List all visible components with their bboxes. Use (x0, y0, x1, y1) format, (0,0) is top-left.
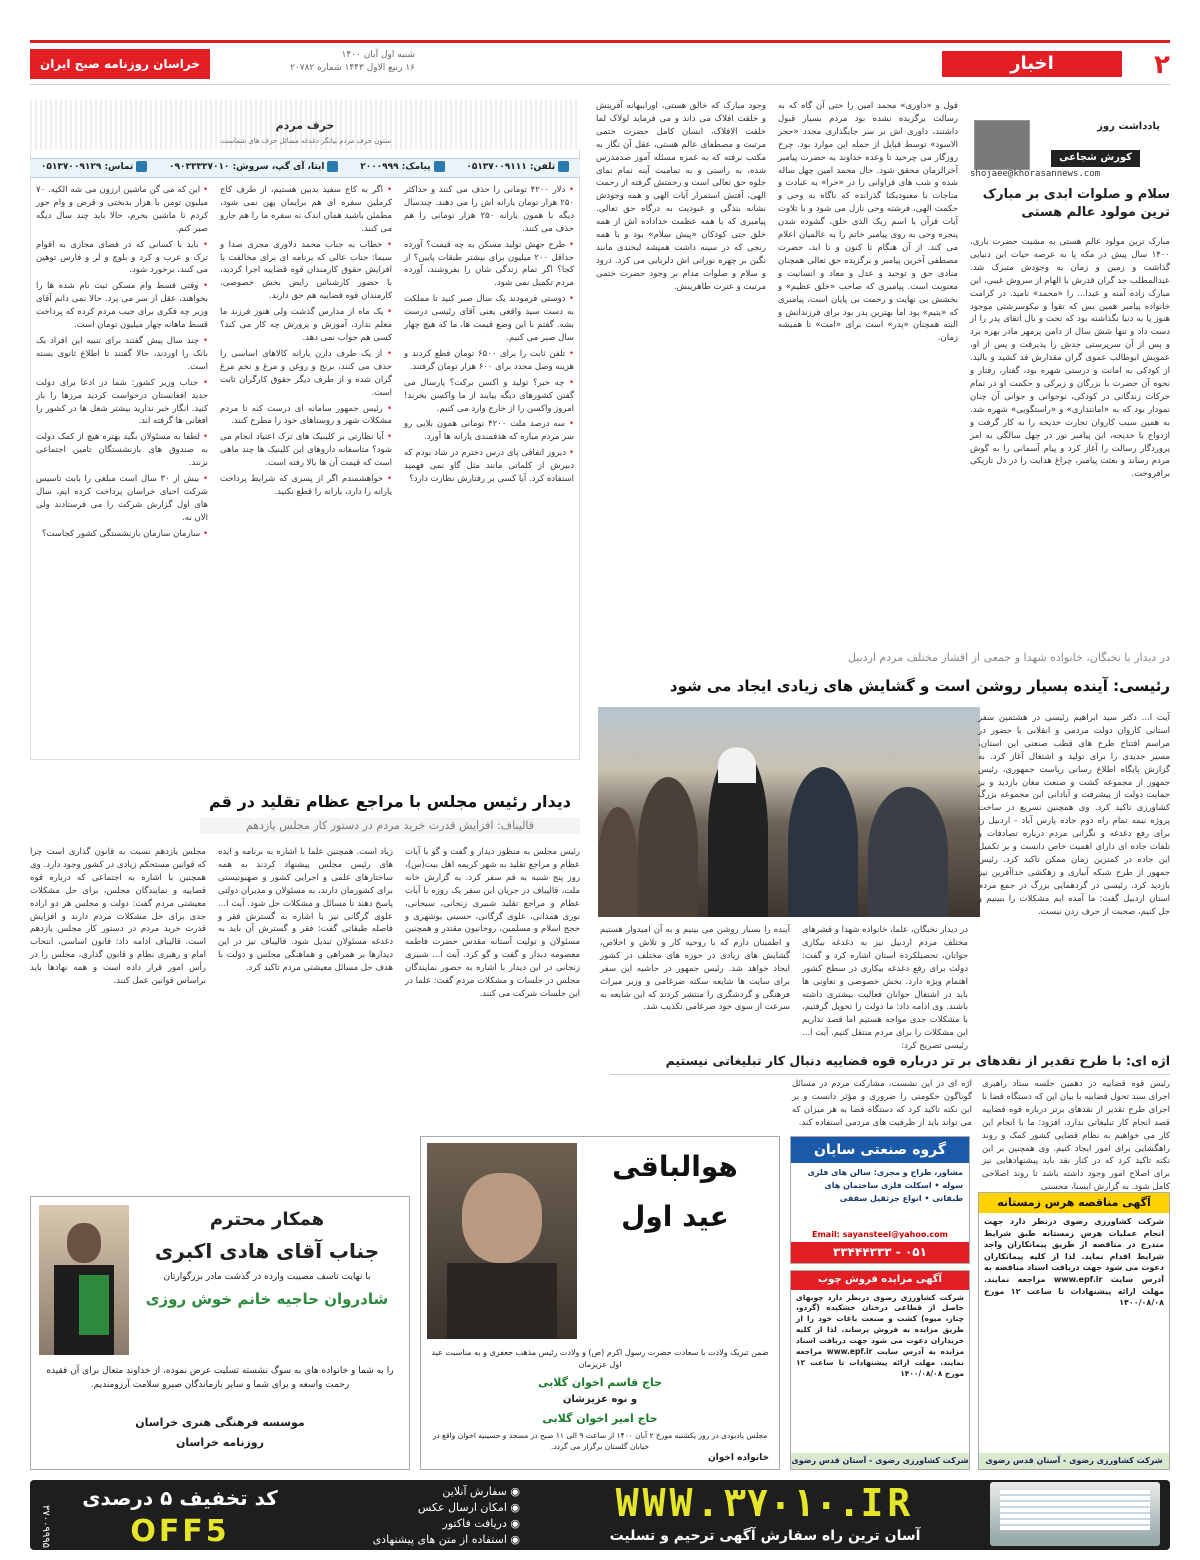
memorial-name-1: حاج قاسم اخوان گلابی (537, 1376, 662, 1389)
comment: • تلفن ثابت را برای ۶۵۰۰ تومان قطع کردند و هزینه وصل مجدد برای ۶۰۰ هزار تومان گرفتند. (404, 348, 574, 374)
comment: • رئیس جمهور سامانه ای درست کنه تا مردم مشکلات شهر و روستاهای خود را مطرح کنند. (220, 403, 392, 429)
condolence-recipient: جناب آقای هادی اکبری (154, 1239, 380, 1263)
banner-phone: ۳۷۰۰۹۹۹۵ (40, 1505, 51, 1548)
memorial-name-2: حاج امیر اخوان گلابی (542, 1412, 658, 1425)
photo-sash (79, 1275, 109, 1335)
editorial-header (970, 100, 1170, 230)
ejei-headline: اژه ای: با طرح تقدیر از نقدهای بر تر درباره قوه قضاییه دنبال کار تبلیغاتی نیستیم (610, 1052, 1170, 1075)
ad-tender (978, 1192, 1170, 1470)
comment: • اگر به کاج سفید بدبین هستیم، از طرف کاج کرملین سفره ای هم برایمان پهن نمی شود، مطمئن باشید همان اندک نه سفره ما را هم جارو می کنند. (220, 184, 392, 236)
discount-label: کد تخفیف ۵ درصدی (82, 1486, 278, 1510)
author-photo (974, 120, 1030, 170)
ad-auction (790, 1270, 970, 1470)
qalibaf-column-1: رئیس مجلس به منظور دیدار و گفت و گو با آیات عظام و مراجع تقلید به شهر کریمه اهل بیت(س)، روز پنج شنبه به قم سفر کرد. به گزارش خانه ملت، قالیباف در جریان این سفر یک روزه با آیات عظام و مراجع تقلید شبیری زنجانی، سبحانی، نوری همدانی، علوی گرگانی، حسینی بوشهری و حجج اسلام و مسلمین، روحانیون مقتدر و همچنین مسئولان و تولیت آستانه مقدس حضرت فاطمه معصومه دیدار و گفت و گو کرد. آیت ا... شبیری زنجانی در این دیدار با اشاره به حضور نمایندگان مجلس در جلسات و مشکلات مردم گفت: علما در این جلسات شرکت می کنند. (405, 847, 580, 999)
raeisi-column-1: آیت ا... دکتر سید ابراهیم رئیسی در هشتمین سفر استانی کاروان دولت مردمی و انقلابی با حضور در مراسم افتتاح طرح های قطب صنعتی این استان، مسیر جدیدی را برای تولید و اشتغال آغاز کرد. به گزارش پایگاه اطلاع رسانی ریاست جمهوری، رئیس جمهور از مجموعه کشت و صنعت مغان بازدید و بر حمایت دولت از پیشرفت و آبادانی این مجموعه بزرگ کشاورزی تاکید کرد. وی همچنین تسریع در ساخت پروژه نیمه تمام راه دوم جاده پارس آباد - اردبیل را برای رفع دغدغه و نگرانی مردم درباره تصادفات و تلفات جاده ای دارای اهمیت خاص دانست و بر تکمیل این جاده در کمترین زمان ممکن تاکید کرد. رئیس جمهور از طرح شبکه آبیاری و زهکشی خداآفرین نیز بازدید کرد. رئیسی در گردهمایی بزرگ در جمع مردم استان اردبیل گفت: ما آمده ایم مشکلات را ببینیم و حل کنیم، صحبت از حرف زدن نیست. (978, 713, 1170, 917)
feature-invoice: ◉ دریافت فاکتور (442, 1517, 520, 1530)
author-email: shojaee@khorasannews.com (970, 169, 1101, 179)
laptop-screen (1000, 1490, 1150, 1530)
comment: • دوستی فرمودند یک سال صبر کنید تا مملکت به دست سید واقعی یعنی آقای رئیسی درست بشه. گفتم با این وضع قیمت ها، ما که هیچ چهار سال صبر می کنیم. (404, 293, 574, 345)
memorial-family: خانواده اخوان (707, 1452, 769, 1463)
harf-mardom-title: حرف مردم (275, 119, 335, 132)
comment: • لطفا به مسئولان بگید بهتره هیچ از کمک دولت به صندوق های بازنشستگان تامین اجتماعی نزنند. (36, 431, 208, 470)
harf-mardom-subtitle: ستون حرف مردم بیانگر دغدغه مسائل حرف های شماست. (219, 137, 391, 145)
ejei-column-2: اژه ای در این نشست، مشارکت مردم در مسائل گوناگون حکومتی را ضروری و مؤثر دانست و بر این نکته تاکید کرد که دستگاه قضا به هر میزان که می تواند باید از ظرفیت های مردمی استفاده کند. (792, 1079, 972, 1128)
photo-turban (718, 747, 756, 783)
header-divider (30, 84, 1170, 85)
section-title: اخبار (942, 51, 1122, 77)
contact-phone: تلفن: ۰۵۱۳۷۰۰۹۱۱۱ (466, 161, 569, 174)
memorial-body: ضمن تبریک ولادت با سعادت حضرت رسول اکرم (ص) و ولادت رئیس مذهب جعفری و به مناسبت عید اول عزیزمان (431, 1348, 769, 1369)
photo-figure (598, 807, 638, 917)
condolence-photo (39, 1205, 129, 1355)
comment: • چند سال پیش گفتند برای تنبیه این افراد یک بانک را اوردند، حالا گفتند تا اطلاع ثانوی بسته است. (36, 335, 208, 374)
feature-online-order: ◉ سفارش آنلاین (442, 1485, 520, 1498)
date-line-2: ۱۶ ربیع الاول ۱۴۴۳ شماره ۲۰۷۸۲ (290, 63, 415, 74)
memorial-and: و نوه عزیزشان (562, 1394, 638, 1405)
memorial-detail: مجلس یادبودی در روز یکشنبه مورخ ۲ آبان ۱۴۰۰ از ساعت ۹ الی ۱۱ صبح در مسجد و حسینیه اخوان واقع در خیابان گلستان برگزار می گردد. (432, 1431, 768, 1451)
contact-call: تماس: ۰۵۱۳۷۰۰۹۱۲۹ (41, 161, 147, 174)
ad-memorial (420, 1136, 780, 1470)
contact-bar (30, 158, 580, 178)
editorial-column-3: وجود مبارک که خالق هستی، اوراببهانه آفرینش و خلقت افلاک می داند و می فرماید لولاک لما خلقت الافلاک، انسان کامل حضرت ختمی مرتبت و مصطفای عالم هستی، عقل آن نگار به مکتب نرفته که به غمزه مسئله آموز صدمدرس شده، به راستی و به تمامیت آینه تمام نمای جلوه حق تعالی است و رحمتش گرفته از رحمت الهی، آفتش استمرار آیات الهی و همه وجودش نشانه بندگی و عبودیت به درگاه حق تعالی. پیامبری که با همه عظمت خداداده اش از همه خلق حتی کودکان «پیش سلام» بود و با همه رنجی که در سینه داشت همیشه لبخندی مانند نگین بر چهره نورانی اش دلربایی می کرد. درود و سلام و صلوات مدام بر وجود حضرت ختمی مرتبت و عترت طاهرینش. (596, 101, 766, 292)
raeisi-photo (598, 707, 980, 917)
discount-code: OFF5 (130, 1514, 230, 1549)
condolence-line-1: همکار محترم (209, 1209, 325, 1230)
author-name: کورش شجاعی (1051, 150, 1140, 167)
header-date (215, 49, 415, 75)
feature-photo-upload: ◉ امکان ارسال عکس (417, 1501, 520, 1514)
editorial-label: یادداشت روز (1097, 121, 1160, 132)
comment: • باید با کسانی که در فضای مجازی به اقوام ترک و عرب و کرد و بلوچ و لر و فارس توهین می کنند، برخورد شود. (36, 239, 208, 278)
photo-body (447, 1263, 557, 1339)
date-line-1: شنبه اول آبان ۱۴۰۰ (341, 50, 415, 60)
laptop-illustration (990, 1482, 1160, 1546)
raeisi-kicker: در دیدار با نخبگان، خانواده شهدا و جمعی از اقشار مختلف مردم اردبیل (847, 651, 1170, 664)
ad-sayan-services: مشاور، طراح و مجری: سالن های فلزی سوله • اسکلت فلزی ساختمان های طبقاتی • انواع جرثقیل سقفی (807, 1168, 963, 1203)
contact-messenger: ایتا، آی گپ، سروش: ۰۹۰۳۳۳۳۷۰۱۰ (169, 161, 338, 174)
photo-figure (868, 787, 948, 917)
newspaper-logo: خراسان روزنامه صبح ایران (30, 49, 210, 79)
phone-icon (558, 161, 569, 172)
photo-face (67, 1223, 101, 1263)
editorial-column-2: قول و «داوری» محمد امین را حتی آن گاه که به رسالت برگزیده نشده بود مردم بسیار قبول داشتند، داوری اش بر سر جایگذاری مجدد «حجر الاسود» توسط قبایل از جمله این موارد بود. چرخ روزگار می چرخید تا وعده خداوند به حضرت پیامبر آخرالزمان محقق شود. حال محمد امین چهل ساله شده و شب های فراوانی را در «حرا» به عبادت و مناجات با معبودیکتا گذرانده که ناگاه به وحی و حکمت الهی، فرشته وحی نازل می شود و با تلاوت آیات قرآن با اسم ربک الذی خلق، گشوده شدن پنجره وحی به روی پیامبر خاتم را به عالمیان اعلام می کند. از آن هنگام تا کنون و تا ابد، حضرت مصطفی آخرین پیامبر و برگزیده حق تعالی همچنان منادی حق و توحید و عدل و معاد و انسانیت و معنویت است. پیامبری که صاحب «خلق عظیم» و بخشش بی نهایت و رحمت بی پایان است، پیامبری که «یتیم» بود اما بهترین پدر بود برای فرزندانش و البته همچنان «پدر» است برای «امت» تا همیشه زمان. (778, 101, 958, 344)
page-number: ۲ (1154, 50, 1170, 80)
feature-suggested-texts: ◉ استفاده از متن های پیشنهادی (372, 1533, 520, 1546)
raeisi-column-3: آینده را بسیار روشن می بینیم و به آن امیدوار هستیم و اطمینان دارم که با روحیه کار و تلاش و اخلاص، گشایش های زیادی در حوزه های مختلف در کشور ایجاد خواهد شد. رئیس جمهور در حاشیه این سفر برای سایت ها شایعه سکته ضرغامی و وزیر میراث فرهنگی و گردشگری را منتشر کردند که این شایعه به سرعت از سوی خود ضرغامی تکذیب شد. (600, 925, 790, 1013)
ad-sayan-phone: ۰۵۱ - ۳۳۴۴۴۳۳۳ (791, 1242, 969, 1263)
qalibaf-subheadline: قالیباف: افزایش قدرت خرید مردم در دستور کار مجلس یازدهم (200, 818, 580, 834)
banner-tagline: آسان ترین راه سفارش آگهی ترحیم و تسلیت (609, 1528, 921, 1544)
raeisi-column-2: در دیدار نخبگان، علما، خانواده شهدا و قشرهای مختلف مردم اردبیل نیز به دغدغه بیکاری جوانان، تحصیلکرده استان اشاره کرد و گفت: دولت برای رفع دغدغه بیکاری در سطح کشور اهتمام ویژه دارد. بخش خصوصی و تعاونی ها باید در اشتغال جوانان فعالیت بیشتری داشته باشند. وی ادامه داد: ما دولت را تحویل گرفتیم، با مشکلات جدی مواجه هستیم اما قصد نداریم این مشکلات را برای مردم منتقل کنیم. آیت ا... رئیسی تصریح کرد: (802, 925, 968, 1052)
ad-tender-footer: شرکت کشاورزی رضوی - آستان قدس رضوی (979, 1453, 1169, 1469)
ad-auction-footer: شرکت کشاورزی رضوی - آستان قدس رضوی (791, 1453, 969, 1469)
page-header (30, 40, 1170, 80)
condolence-org-1: موسسه فرهنگی هنری خراسان (135, 1416, 305, 1429)
condolence-message: را به شما و خانواده های به سوگ نشسته تسلیت عرض نموده، از خداوند متعال برای آن فقیده رحمت واسعه و برای شما و سایر بازماندگان صبرو سلامت آرزومندیم. (46, 1366, 394, 1390)
condolence-line-3: با نهایت تاسف مصیبت وارده در گذشت مادر بزرگوارتان (163, 1272, 371, 1282)
ad-tender-body: شرکت کشاورزی رضوی درنظر دارد جهت انجام عملیات هرس زمستانه طبق شرایط مندرج در مناقصه از طریق پیمانکاران واجد شرایط اقدام نماید. لذا از کلیه پیمانکاران دعوت می شود جهت دریافت اسناد مناقصه به آدرس سایت www.epf.ir مراجعه نمایند. مهلت ارائه پیشنهادات تا ساعت ۱۲ مورخ ۱۴۰۰/۰۸/۰۸ (984, 1216, 1165, 1308)
comment: • چه خبر؟ تولید و اکسن برکت؟ پارسال می گفتن کشورهای دیگه بیایند از ما واکسن بخرند! امروز واکسن را از خارج وارد می کنیم. (404, 377, 574, 416)
qalibaf-column-3: مجلس یازدهم نسبت به قانون گذاری است چرا که قوانین مستحکم زیادی در کشور وجود دارد. وی همچنین با اشاره به اجتماعی که درباره قوه قضاییه و نمایندگان مجلس، برای حل مشکلات معیشتی مردم گفت: دولت و مجلس هر دو اراده جدی برای حل مشکلات مردم دارند و افزایش قدرت خرید مردم در دستور کار مجلس یازدهم است. قالیباف ادامه داد: قانون اساسی، انتخاب امام و رهبری نظام و قانون گذاری، مجلس را در رأس امور قرار داده است و همه نهادها باید براساس قوانین عمل کنند. (30, 847, 206, 987)
call-icon (136, 161, 147, 172)
contact-sms: پیامک: ۲۰۰۰۹۹۹ (360, 161, 444, 174)
ad-condolence (30, 1196, 410, 1470)
ad-auction-body: شرکت کشاورزی رضوی درنظر دارد چوبهای حاصل از قطاعی درختان خشکیده (گردو، چنار، میوه) کشت و صنعت باغات خود را از طریق مزایده به فروش برساند. لذا از کلیه خریداران دعوت می شود جهت دریافت اسناد مزایده به آدرس سایت www.epf.ir مراجعه نمایند. مهلت ارائه پیشنهادات تا ساعت ۱۲ مورخ ۱۴۰۰/۰۸/۰۸ (796, 1292, 964, 1378)
banner-url-link[interactable]: WWW.۳۷۰۱۰.IR (615, 1481, 915, 1525)
comment: • یک ماه از مدارس گذشت ولی هنوز فرزند ما معلم ندارد، آموزش و پرورش چه کار می کند؟ کسی هم جواب نمی دهد. (220, 306, 392, 345)
photo-figure (788, 767, 858, 917)
memorial-title: هوالباقی (612, 1150, 738, 1183)
comment: • وقتی قسط وام مسکن ثبت نام شده ها را بخواهند، عقل از سر می پرد. حالا نمی دانم آقای وزیر چه فکری برای جیب مردم کرده که پرداخت قسط ماهانه چهار میلیون تومان است. (36, 280, 208, 332)
comment: • دلار ۴۲۰۰ تومانی را حذف می کنند و حداکثر ۲۵۰ هزار تومان یارانه اش را می دهند. چندسال دیگه با همون یارانه ۲۵۰ هزار تومانی را هم حذف می کنند. (404, 184, 574, 236)
memorial-photo (427, 1143, 577, 1339)
ad-sayan-title: گروه صنعتی سایان (791, 1137, 969, 1163)
sms-icon (434, 161, 445, 172)
photo-face (462, 1173, 542, 1263)
comment: • سه درصد ملت ۴۲۰۰ تومانی همون بلایی رو سر مردم میاره که هدفمندی یارانه ها آورد. (404, 418, 574, 444)
comment: • سازمان سازمان بازنشستگی کشور کجاست؟ (36, 528, 208, 541)
harf-mardom-column-2 (220, 184, 392, 754)
ad-sayan-email: Email: sayansteel@yahoo.com (812, 1230, 948, 1240)
editorial-title: سلام و صلوات ابدی بر مبارک ترین مولود عالم هستی (982, 187, 1170, 220)
comment: • بیش از ۳۰ سال است مبلغی را بابت تاسیس شرکت احیای خراسان پرداخت کرده ایم، سال های اول گزارش شرکت را می فرستادند ولی الان نه. (36, 473, 208, 525)
condolence-org-2: روزنامه خراسان (176, 1436, 264, 1449)
ejei-column-1: رئیس قوه قضاییه در دهمین جلسه ستاد راهبری اجرای سند تحول قضاییه با بیان این که دستگاه قضا با اجرای طرح تقدیر از نقدهای برتر درباره قوه قضاییه قصد انجام کار تبلیغاتی ندارد، افزود: ما با انجام این کار می خواهیم به نظام قضایی کشور کمک و روند راهگشایی برای امور ایجاد کنیم. وی همچنین بر این نکته تاکید کرد که در کنار نقد باید پیشنهادهایی نیز برای اصلاح امور وجود داشته باشد تا روند اصلاحی کامل شود. به گزارش ایسنا، محسنی (982, 1079, 1170, 1193)
ad-sayan (790, 1136, 970, 1264)
banner-features (320, 1484, 520, 1548)
memorial-subtitle: عید اول (621, 1200, 729, 1233)
ad-auction-title: آگهی مزایده فروش چوب (791, 1271, 969, 1290)
comment: • جناب وزیر کشور: شما در ادعا برای دولت جدید افغانستان درخواست کردید مرزها را باز کنید. انگار خبر ندارید بیشتر شغل ها در کشور را افغانی ها گرفته اند. (36, 377, 208, 429)
qalibaf-column-2: زیاد است. همچنین علما با اشاره به برنامه و ایده های رئیس مجلس پیشنهاد کردند به همه ساختارهای علمی و اجرایی کشور و صهیونیستی برای کشورمان دارند، به مسئولان و مدیران دولتی پاسخ دهند تا مسائل و مشکلات حل شود. آیت ا... علوی گرگانی نیز با اشاره به گسترش فقر و فاصله طبقاتی گفت: فقر و گسترش آن باید به دغدغه مسئولان تبدیل شود. قالیباف نیز در این دیدارها بر همراهی و هماهنگی مجلس و دولت با هدف حل مسائل معیشتی مردم تاکید کرد. (218, 847, 393, 974)
ad-tender-title: آگهی مناقصه هرس زمستانه (979, 1193, 1169, 1213)
comment: • دیروز اتفاقی پای درس دخترم در شاد بودم که دبیرش از کلماتی مانند مثل گاو نمی فهمید استفاده کرد. آیا کسی بر رفتارش نظارت دارد؟ (404, 447, 574, 486)
photo-figure (638, 777, 698, 917)
editorial-column-1: مبارک ترین مولود عالم هستی به مشیت حضرت باری، ۱۴۰۰ سال پیش در مکه پا به عرصه حیات این دنیایی گذاشت و زمین و زمان به وجودش متبرک شد. عبدالمطلب جد گران قدرش با الهام از سروش غیبی، این مبارک زاده آمنه و عبدا... را «محمد» نامید. در کرامت خانواده پیامبر همین بس که تقوا و نیکوسرشتی موجود هنوز پا به دنیا نگذاشته بود که تحت و بال اتقای پدر را از دست داد و تنها شش سال از دامن پرمهر مادر بهره برد و پس از آن سرپرستی جدش را پذیرفت و پس از او، عمویش ابوطالب عموی گران مقدارش قد کشید و بالید. از کودکی به امانت و درستی شهره بود، گفتار، رفتار و نحوه آن حضرت با بزرگان و زیرکی و حکمت او در تمام حرکات زندگانی در کودکی، نوجوانی و جوانی آن چنان نمودار بود که به «امانتداری» و «راستگویی» شهره شد. به همین سبب کاروان تجارت خدیجه را به کار گرفت و ازدواج با خدیجه، این پیامبر نور در چهل سالگی به امر پروردگار رسالت را آغاز کرد و پیام آسمانی را به گوش مردم رساند و بعثت پیامبر، چراغ هدایت را در دل تاریکی برافروخت. (970, 237, 1170, 480)
comment: • از یک طرف دارن یارانه کالاهای اساسی را حذف می کنند، برنج و روغن و مرغ و تخم مرغ گران شده و از طرف دیگر حقوق کارگران ثابت است. (220, 348, 392, 400)
comment: • آیا نظارتی بر کلینیک های ترک اعتیاد انجام می شود؟ متاسفانه داروهای این کلینیک ها چند ماهی است که قیمت آن ها بالا رفته است. (220, 431, 392, 470)
comment: • طرح جهش تولید مسکن به چه قیمت؟ آورده حداقل ۲۰۰ میلیون برای بیشتر طبقات پایین؟ از کجا؟ اگر تمام زندگی شان را بفروشند، آورده مردم تکمیل نمی شود. (404, 239, 574, 291)
comment: • خطاب به جناب محمد دلاوری مجری صدا و سیما: جناب عالی که برنامه ای برای مخالفت با افزایش حقوق کارمندان قوه قضاییه اجرا کردید، با حضور کارشناس رایض بخش خصوصی. کارمندان قوه قضاییه هم حق دارند. (220, 239, 392, 304)
harf-mardom-column-1 (404, 184, 574, 754)
comment: • این که می گن ماشین ارزون می شه الکیه. ۷۰ میلیون تومن با هزار بدبختی و قرض و وام جور کردم تا ماشین بخرم، حالا باید چند سال دیگه صبر کنم. (36, 184, 208, 236)
raeisi-headline: رئیسی: آینده بسیار روشن است و گشایش های زیادی ایجاد می شود (669, 677, 1170, 695)
comment: • خواهشمندم اگر از پسری که شرایط پرداخت یارانه را دارد، یارانه را قطع نکنید. (220, 473, 392, 499)
condolence-deceased: شادروان حاجیه خانم خوش روزی (145, 1290, 389, 1308)
qalibaf-headline: دیدار رئیس مجلس با مراجع عظام تقلید در قم (208, 792, 571, 811)
messenger-icon (327, 161, 338, 172)
harf-mardom-column-3 (36, 184, 208, 754)
